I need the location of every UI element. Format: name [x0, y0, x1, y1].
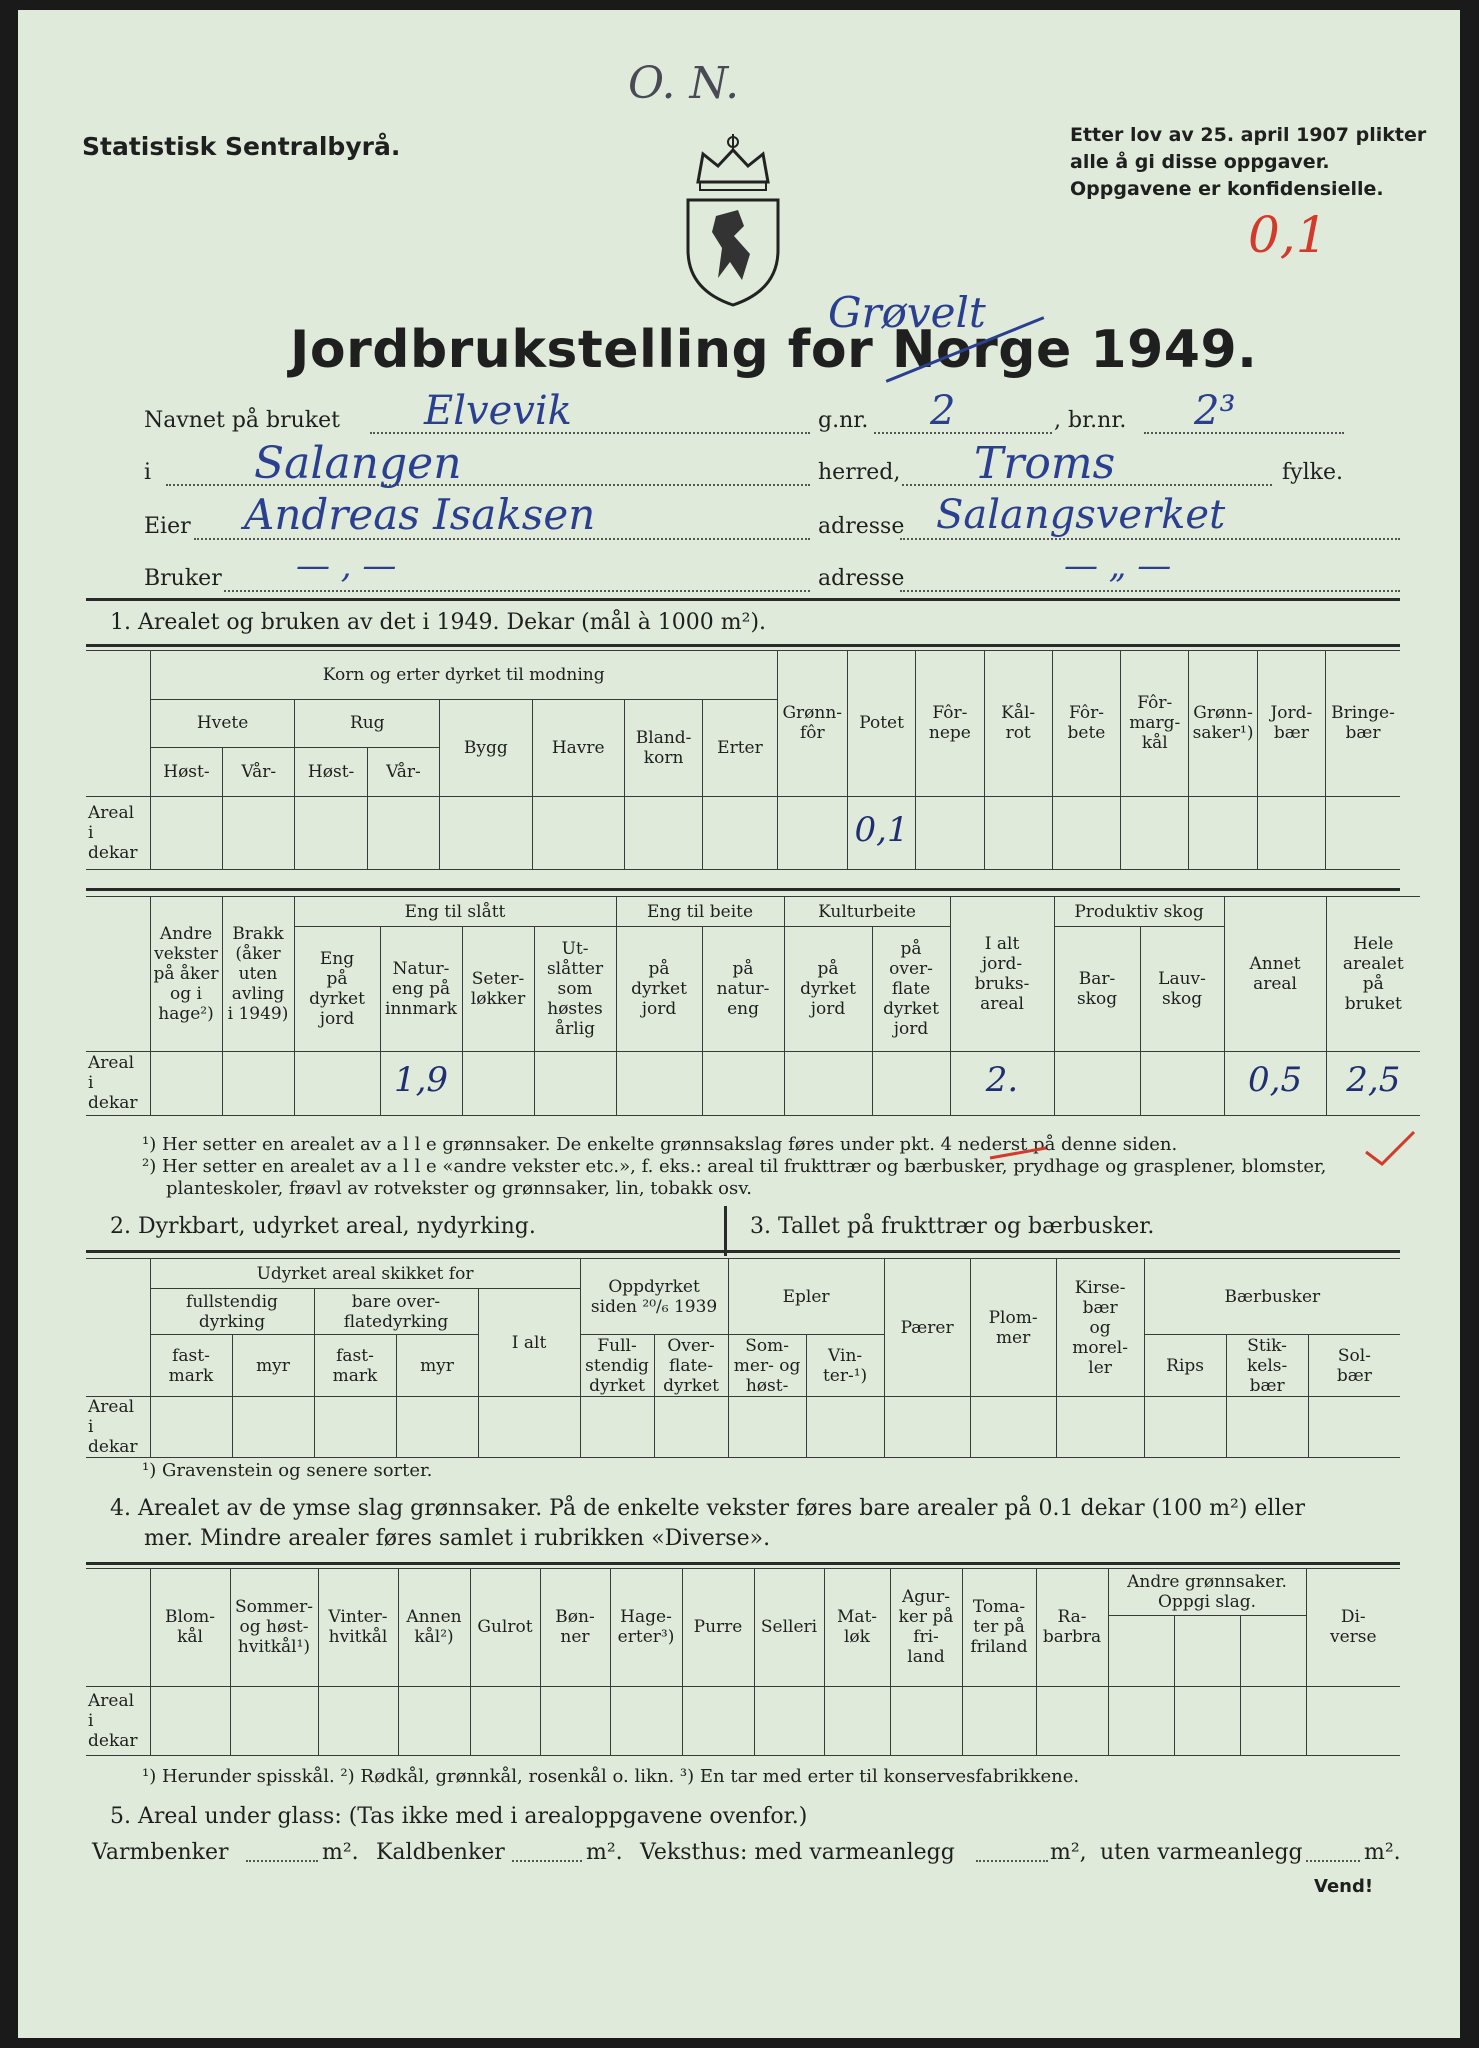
cell-i-alt[interactable] [950, 1051, 1054, 1115]
user-value: — , — [296, 546, 397, 586]
cell-eng-pa-dyrket[interactable] [294, 1051, 380, 1115]
cell-diverse[interactable] [1306, 1686, 1400, 1755]
andre-gronnsaker-header: Andre grønnsaker. Oppgi slag. [1108, 1569, 1306, 1616]
col-full-myr: myr [232, 1335, 314, 1397]
cell-agurker[interactable] [890, 1686, 962, 1755]
col-full-fastmark: fast- mark [150, 1335, 232, 1397]
cell-vinter-epler[interactable] [806, 1397, 884, 1458]
section-3-heading: 3. Tallet på frukttrær og bærbusker. [750, 1214, 1155, 1239]
col-bringebaer: Bringe- bær [1326, 651, 1401, 797]
baerbusker-header: Bærbusker [1144, 1259, 1400, 1335]
col-selleri: Selleri [754, 1569, 824, 1687]
section-4-vegetable-table [86, 1568, 1400, 1756]
oppdyrket-header: Oppdyrket siden ²⁰/₆ 1939 [580, 1259, 728, 1335]
col-eng-pa-dyrket: Eng på dyrket jord [294, 927, 380, 1052]
cell-hageerter[interactable] [610, 1686, 682, 1755]
municipality-value: Salangen [254, 438, 462, 489]
cell-bygg[interactable] [440, 796, 532, 869]
col-erter: Erter [703, 699, 777, 796]
col-purre: Purre [682, 1569, 754, 1687]
varmbenker-label: Varmbenker [92, 1840, 229, 1865]
cell-kirsebaer[interactable] [1056, 1397, 1144, 1458]
cell-full-fastmark[interactable] [150, 1397, 232, 1458]
user-label: Bruker [144, 566, 222, 591]
cell-full-myr[interactable] [232, 1397, 314, 1458]
cell-tomater[interactable] [962, 1686, 1036, 1755]
owner-address-label: adresse [818, 514, 905, 539]
col-blandkorn: Bland- korn [624, 699, 702, 796]
prod-skog-header: Produktiv skog [1054, 897, 1224, 927]
farm-name-label: Navnet på bruket [144, 408, 340, 433]
cell-hele[interactable] [1326, 1051, 1420, 1115]
cell-erter[interactable] [703, 796, 777, 869]
brnr-label: , br.nr. [1054, 408, 1127, 433]
cell-forbete[interactable] [1052, 796, 1120, 869]
col-plommer: Plom- mer [970, 1259, 1056, 1397]
cell-gulrot[interactable] [470, 1686, 540, 1755]
col-agurker: Agur- ker på fri- land [890, 1569, 962, 1687]
hvete-host: Høst- [150, 748, 222, 797]
title-handwritten-place: Grøvelt [828, 288, 986, 337]
col-sommer-epler: Som- mer- og høst- [728, 1335, 806, 1397]
andre-slag-1[interactable] [1108, 1615, 1174, 1686]
section-2-footnote: ¹) Gravenstein og senere sorter. [142, 1460, 433, 1481]
cell-purre[interactable] [682, 1686, 754, 1755]
cell-havre[interactable] [532, 796, 624, 869]
col-barskog: Bar- skog [1054, 927, 1140, 1052]
cell-fornepe[interactable] [916, 796, 984, 869]
cell-matlok[interactable] [824, 1686, 890, 1755]
cell-rug-host[interactable] [295, 796, 367, 869]
col-matlok: Mat- løk [824, 1569, 890, 1687]
cell-bringebaer[interactable] [1326, 796, 1401, 869]
veksthus-uten-field[interactable] [1306, 1860, 1360, 1862]
col-rabarbra: Ra- barbra [1036, 1569, 1108, 1687]
rug-host: Høst- [295, 748, 367, 797]
cell-stikkelsbaer[interactable] [1226, 1397, 1308, 1458]
bare-header: bare over- flatedyrking [314, 1289, 478, 1335]
section-5-line [92, 1840, 1412, 1874]
cell-bare-fastmark[interactable] [314, 1397, 396, 1458]
col-i-alt: I alt jord- bruks- areal [950, 897, 1054, 1052]
col-bonner: Bøn- ner [540, 1569, 610, 1687]
legal-line-1: Etter lov av 25. april 1907 plikter [1070, 124, 1427, 146]
cell-sommer-epler[interactable] [728, 1397, 806, 1458]
col-kb-dyrket: på dyrket jord [784, 927, 872, 1052]
col-over-dyrket: Over- flate- dyrket [654, 1335, 728, 1397]
section-4-heading-a: 4. Arealet av de ymse slag grønnsaker. På de enkelte vekster føres bare arealer på 0.1 dekar (100 m²) eller [110, 1496, 1306, 1521]
footnote-2a: ²) Her setter en arealet av a l l e «andre vekster etc.», f. eks.: areal til frukttrær og bærbusker, prydhage og grasplener, blomster, [142, 1156, 1327, 1177]
col-kalrot: Kål- rot [984, 651, 1052, 797]
cell-rug-var[interactable] [367, 796, 439, 869]
potet-value: 0,1 [854, 809, 909, 850]
herred-label: herred, [818, 460, 901, 485]
col-vinterhvitkal: Vinter- hvitkål [318, 1569, 398, 1687]
col-lauvskog: Lauv- skog [1140, 927, 1224, 1052]
veksthus-uten-unit: m². [1364, 1840, 1401, 1865]
rug-var: Vår- [367, 748, 439, 797]
veksthus-label: Veksthus: med varmeanlegg [640, 1840, 955, 1865]
cell-paerer[interactable] [884, 1397, 970, 1458]
cell-andre-vekster[interactable] [150, 1051, 222, 1115]
fullstendig-header: fullstendig dyrking [150, 1289, 314, 1335]
kaldbenker-label: Kaldbenker [376, 1840, 505, 1865]
cell-hvete-host[interactable] [150, 796, 222, 869]
col-havre: Havre [532, 699, 624, 796]
cell-solbaer[interactable] [1308, 1397, 1400, 1458]
cell-blandkorn[interactable] [624, 796, 702, 869]
udyrket-header: Udyrket areal skikket for [150, 1259, 580, 1289]
owner-value: Andreas Isaksen [244, 490, 596, 539]
organisation-name: Statistisk Sentralbyrå. [82, 132, 401, 161]
cell-andre-2[interactable] [1174, 1686, 1240, 1755]
andre-slag-2[interactable] [1174, 1615, 1240, 1686]
col-rips: Rips [1144, 1335, 1226, 1397]
ialt-value: 2. [985, 1060, 1019, 1101]
col-udyrket-ialt: I alt [478, 1289, 580, 1397]
census-form-page [18, 10, 1460, 2038]
section-4-footnote: ¹) Herunder spisskål. ²) Rødkål, grønnkål, rosenkål o. likn. ³) En tar med erter til konservesfabrikkene. [142, 1766, 1080, 1787]
col-bare-fastmark: fast- mark [314, 1335, 396, 1397]
hvete-var: Vår- [223, 748, 295, 797]
col-hele: Hele arealet på bruket [1326, 897, 1420, 1052]
section-1-heading: 1. Arealet og bruken av det i 1949. Dekar (mål à 1000 m²). [110, 610, 767, 635]
cell-formargkal[interactable] [1121, 796, 1189, 869]
cell-kb-dyrket[interactable] [784, 1051, 872, 1115]
col-solbaer: Sol- bær [1308, 1335, 1400, 1397]
hele-value: 2,5 [1346, 1060, 1401, 1101]
col-beite-natureng: på natur- eng [702, 927, 784, 1052]
farm-name-value: Elvevik [424, 388, 572, 434]
eng-beite-header: Eng til beite [616, 897, 784, 927]
col-tomater: Toma- ter på friland [962, 1569, 1036, 1687]
andre-slag-3[interactable] [1240, 1615, 1306, 1686]
col-bare-myr: myr [396, 1335, 478, 1397]
legal-line-2: alle å gi disse oppgaver. [1070, 151, 1330, 173]
cell-udyrket-ialt[interactable] [478, 1397, 580, 1458]
owner-label: Eier [144, 514, 191, 539]
cell-beite-natureng[interactable] [702, 1051, 784, 1115]
cell-jordbaer[interactable] [1257, 796, 1325, 869]
cell-rips[interactable] [1144, 1397, 1226, 1458]
top-handwritten-mark: O. N. [628, 58, 740, 109]
section-4-heading-b: mer. Mindre arealer føres samlet i rubrikken «Diverse». [144, 1526, 771, 1551]
cell-utslatter[interactable] [534, 1051, 616, 1115]
col-potet: Potet [847, 651, 915, 797]
cell-barskog[interactable] [1054, 1051, 1140, 1115]
col-gronnfor: Grønn- fôr [777, 651, 847, 797]
turn-over-note: Vend! [1314, 1876, 1374, 1897]
col-natureng-innmark: Natur- eng på innmark [380, 927, 462, 1052]
section-5-heading: 5. Areal under glass: (Tas ikke med i arealoppgavene ovenfor.) [110, 1804, 808, 1829]
col-bygg: Bygg [440, 699, 532, 796]
kaldbenker-field[interactable] [512, 1860, 582, 1862]
col-blomkal: Blom- kål [150, 1569, 230, 1687]
gnr-label: g.nr. [818, 408, 869, 433]
cell-sommerhvitkal[interactable] [230, 1686, 318, 1755]
col-beite-dyrket: på dyrket jord [616, 927, 702, 1052]
red-check-mark-icon [986, 1128, 1418, 1170]
veksthus-med-field[interactable] [976, 1860, 1048, 1862]
cell-full-dyrket[interactable] [580, 1397, 654, 1458]
cell-bonner[interactable] [540, 1686, 610, 1755]
user-address-value: — „ — [1064, 546, 1172, 586]
col-fornepe: Fôr- nepe [916, 651, 984, 797]
cell-kalrot[interactable] [984, 796, 1052, 869]
cell-plommer[interactable] [970, 1397, 1056, 1458]
veksthus-med-unit: m², [1050, 1840, 1087, 1865]
form-title [290, 320, 1257, 380]
cell-hvete-var[interactable] [223, 796, 295, 869]
cell-annet[interactable] [1224, 1051, 1326, 1115]
eng-slatt-header: Eng til slått [294, 897, 616, 927]
fylke-label: fylke. [1282, 460, 1343, 485]
cell-blomkal[interactable] [150, 1686, 230, 1755]
footnote-1: ¹) Her setter en arealet av a l l e grønnsaker. De enkelte grønnsakslag føres under pkt. 4 nederst på denne siden. [142, 1134, 1178, 1155]
col-annen-kal: Annen kål²) [398, 1569, 470, 1687]
col-annet: Annet areal [1224, 897, 1326, 1052]
col-kb-overflate: på over- flate dyrket jord [872, 927, 950, 1052]
col-formargkal: Fôr- marg- kål [1121, 651, 1189, 797]
korn-group-header: Korn og erter dyrket til modning [150, 651, 777, 700]
gnr-value: 2 [930, 388, 956, 434]
legal-notice [1070, 122, 1426, 203]
varmbenker-field[interactable] [246, 1860, 318, 1862]
section-2-heading: 2. Dyrkbart, udyrket areal, nydyrking. [110, 1214, 536, 1239]
section-1-crop-table [86, 650, 1400, 870]
cell-beite-dyrket[interactable] [616, 1051, 702, 1115]
coat-of-arms-icon [678, 130, 788, 310]
kaldbenker-unit: m². [586, 1840, 623, 1865]
row-label-areal-4: Areal i dekar [86, 1686, 150, 1755]
epler-header: Epler [728, 1259, 884, 1335]
red-handwritten-mark: 0,1 [1248, 206, 1328, 264]
cell-rabarbra[interactable] [1036, 1686, 1108, 1755]
section-1-land-table [86, 896, 1420, 1116]
col-vinter-epler: Vin- ter-¹) [806, 1335, 884, 1397]
cell-selleri[interactable] [754, 1686, 824, 1755]
col-gulrot: Gulrot [470, 1569, 540, 1687]
struck-word: Norge [891, 320, 1072, 380]
col-full-dyrket: Full- stendig dyrket [580, 1335, 654, 1397]
cell-kb-overflate[interactable] [872, 1051, 950, 1115]
uten-label: uten varmeanlegg [1100, 1840, 1303, 1865]
varmbenker-unit: m². [322, 1840, 359, 1865]
hvete-header: Hvete [150, 699, 295, 748]
cell-seterlokker[interactable] [462, 1051, 534, 1115]
col-utslatter: Ut- slåtter som høstes årlig [534, 927, 616, 1052]
natureng-value: 1,9 [393, 1060, 449, 1101]
cell-potet[interactable] [847, 796, 915, 869]
legal-line-3: Oppgavene er konfidensielle. [1070, 178, 1384, 200]
col-diverse: Di- verse [1306, 1569, 1400, 1687]
rug-header: Rug [295, 699, 440, 748]
county-value: Troms [974, 438, 1116, 489]
title-year: 1949. [1090, 320, 1258, 380]
kulturbeite-header: Kulturbeite [784, 897, 950, 927]
cell-lauvskog[interactable] [1140, 1051, 1224, 1115]
col-kirsebaer: Kirse- bær og morel- ler [1056, 1259, 1144, 1397]
cell-vinterhvitkal[interactable] [318, 1686, 398, 1755]
footnote-2b: planteskoler, frøavl av rotvekster og grønnsaker, lin, tobakk osv. [166, 1178, 752, 1199]
col-paerer: Pærer [884, 1259, 970, 1397]
owner-address-value: Salangsverket [936, 492, 1226, 538]
row-label-areal-2: Areal i dekar [86, 1051, 150, 1115]
col-andre-vekster: Andre vekster på åker og i hage²) [150, 897, 222, 1052]
cell-brakk[interactable] [222, 1051, 294, 1115]
col-seterlokker: Seter- løkker [462, 927, 534, 1052]
col-stikkelsbaer: Stik- kels- bær [1226, 1335, 1308, 1397]
col-brakk: Brakk (åker uten avling i 1949) [222, 897, 294, 1052]
col-hageerter: Hage- erter³) [610, 1569, 682, 1687]
row-label-areal-3: Areal i dekar [86, 1397, 150, 1458]
cell-gronnsaker[interactable] [1189, 796, 1257, 869]
col-forbete: Fôr- bete [1052, 651, 1120, 797]
cell-andre-1[interactable] [1108, 1686, 1174, 1755]
cell-natureng[interactable] [380, 1051, 462, 1115]
title-prefix: Jordbrukstelling for [290, 320, 874, 380]
cell-andre-3[interactable] [1240, 1686, 1306, 1755]
section-2-3-table [86, 1258, 1400, 1458]
row-label-areal: Areal i dekar [86, 796, 150, 869]
cell-annen-kal[interactable] [398, 1686, 470, 1755]
cell-over-dyrket[interactable] [654, 1397, 728, 1458]
cell-gronnfor[interactable] [777, 796, 847, 869]
cell-bare-myr[interactable] [396, 1397, 478, 1458]
user-address-label: adresse [818, 566, 905, 591]
brnr-value: 2³ [1194, 388, 1236, 434]
municipality-prefix: i [144, 460, 152, 485]
col-sommerhvitkal: Sommer- og høst- hvitkål¹) [230, 1569, 318, 1687]
annet-value: 0,5 [1248, 1060, 1303, 1101]
col-gronnsaker: Grønn- saker¹) [1189, 651, 1257, 797]
col-jordbaer: Jord- bær [1257, 651, 1325, 797]
